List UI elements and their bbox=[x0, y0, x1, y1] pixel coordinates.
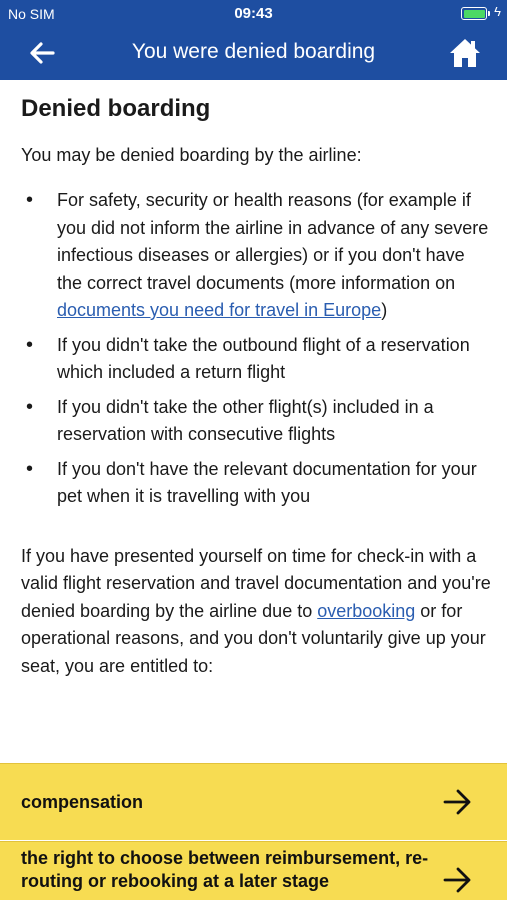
list-item: • If you didn't take the outbound flight of a reservation which included a return flight bbox=[26, 333, 470, 382]
app-header bbox=[0, 0, 507, 80]
clock: 09:43 bbox=[234, 5, 273, 22]
reimbursement-option[interactable] bbox=[0, 841, 507, 900]
home-icon bbox=[448, 37, 482, 69]
status-bar bbox=[0, 0, 507, 28]
bullet-icon: • bbox=[26, 457, 34, 480]
intro-text: You may be denied boarding by the airline: bbox=[21, 145, 362, 165]
carrier-label: No SIM bbox=[8, 6, 55, 22]
list-item: • If you didn't take the other flight(s) included in a reservation with consecutive flights bbox=[26, 395, 434, 444]
home-button[interactable] bbox=[445, 34, 485, 72]
charging-icon: ϟ bbox=[494, 4, 501, 19]
list-item: • If you don't have the relevant documentation for your pet when it is travelling with you bbox=[26, 457, 477, 506]
nav-bar bbox=[0, 28, 507, 80]
bullet-icon: • bbox=[26, 395, 34, 418]
compensation-option[interactable] bbox=[0, 763, 507, 840]
battery-icon bbox=[461, 7, 487, 20]
list-item: • For safety, security or health reasons (for example if you did not inform the airline in advance of any severe infectious diseases or allergies) or if you don't have the correct travel documents (more information on documents you need for travel in Europe) bbox=[26, 189, 489, 320]
overbooking-link[interactable]: overbooking bbox=[317, 600, 416, 621]
arrow-right-icon bbox=[443, 789, 473, 815]
documents-link[interactable]: documents you need for travel in Europe bbox=[57, 300, 382, 320]
option-label: the right to choose between reimbursement, re-routing or rebooking at a later stage bbox=[21, 848, 429, 891]
main-content bbox=[21, 94, 491, 680]
page-header-title: You were denied boarding bbox=[131, 40, 376, 63]
battery-level-fill bbox=[464, 10, 485, 18]
arrow-right-icon bbox=[443, 867, 473, 893]
bullet-icon: • bbox=[26, 333, 34, 356]
bullet-icon: • bbox=[26, 189, 34, 211]
page-title: Denied boarding bbox=[21, 95, 211, 122]
entitlement-paragraph: If you have presented yourself on time for check-in with a valid flight reservation and travel documentation and you're denied boarding by the airline due to overbooking or for operational reasons, and you don't voluntarily give up your seat, you are entitled to: bbox=[21, 545, 491, 676]
reasons-list bbox=[21, 187, 491, 511]
option-label: compensation bbox=[21, 792, 144, 812]
